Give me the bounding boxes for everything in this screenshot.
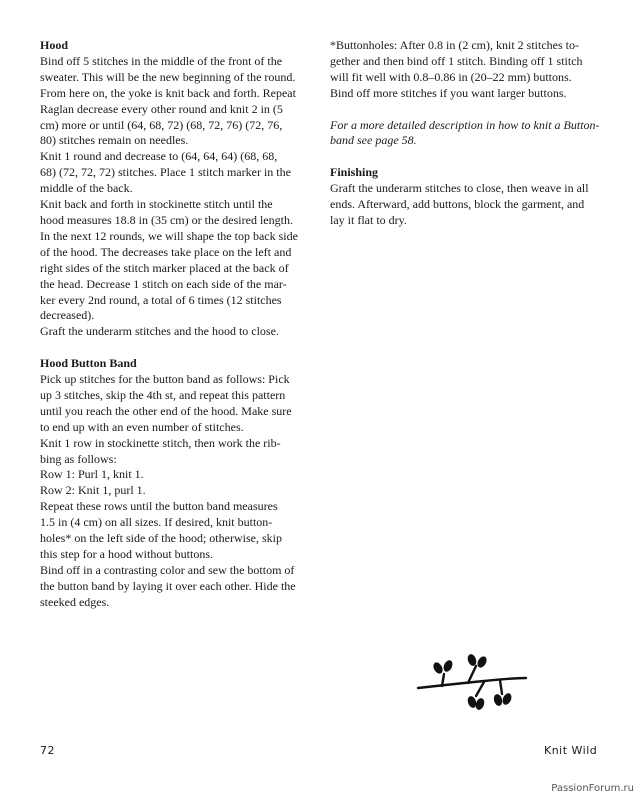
hood-line: sweater. This will be the new beginning of the round. (40, 69, 296, 84)
hood-line: Graft the underarm stitches and the hood to close. (40, 324, 279, 339)
hood-line: the head. Decrease 1 stitch on each side of the mar- (40, 276, 287, 291)
watermark: PassionForum.ru (551, 783, 634, 794)
reference-line: band see page 58. (330, 133, 417, 148)
buttonholes-note (330, 38, 602, 102)
finishing-body (330, 181, 602, 229)
button-band-line: until you reach the other end of the hood. Make sure (40, 403, 292, 418)
hood-line: Knit 1 round and decrease to (64, 64, 64) (68, 68, (40, 149, 278, 164)
hood-line: Bind off 5 stitches in the middle of the front of the (40, 53, 283, 68)
button-band-line: Row 1: Purl 1, knit 1. (40, 467, 144, 482)
button-band-line: holes* on the left side of the hood; otherwise, skip (40, 531, 282, 546)
hood-line: middle of the back. (40, 181, 133, 196)
finishing-heading: Finishing (330, 165, 379, 180)
hood-line: In the next 12 rounds, we will shape the top back side (40, 228, 298, 243)
hood-heading: Hood (40, 38, 69, 52)
hood-line: 80) stitches remain on needles. (40, 133, 189, 148)
buttonholes-line: Bind off more stitches if you want larger buttons. (330, 85, 567, 100)
hood-line: right sides of the stitch marker placed at the back of (40, 260, 289, 275)
hood-line: decreased). (40, 308, 95, 323)
button-band-line: Bind off in a contrasting color and sew the bottom of (40, 562, 295, 577)
button-band-line: bing as follows: (40, 451, 117, 466)
finishing-line: ends. Afterward, add buttons, block the garment, and (330, 197, 585, 212)
page-number: 72 (40, 744, 55, 757)
hood-body (40, 54, 312, 340)
button-band-line: the button band by laying it over each other. Hide the (40, 578, 296, 593)
hood-line: Knit back and forth in stockinette stitch until the (40, 197, 273, 212)
book-title: Knit Wild (544, 744, 598, 757)
button-band-line: to end up with an even number of stitches. (40, 419, 244, 434)
button-band-line: Pick up stitches for the button band as follows: Pick (40, 372, 290, 387)
hood-line: From here on, the yoke is knit back and forth. Repeat (40, 85, 296, 100)
hood-line: of the hood. The decreases take place on the left and (40, 244, 292, 259)
hood-line: Raglan decrease every other round and knit 2 in (5 (40, 101, 283, 116)
button-band-line: this step for a hood without buttons. (40, 546, 213, 561)
button-band-body (40, 372, 312, 611)
buttonholes-line: *Buttonholes: After 0.8 in (2 cm), knit 2 stitches to- (330, 38, 579, 52)
hood-line: 68) (72, 72, 72) stitches. Place 1 stitch marker in the (40, 165, 291, 180)
button-band-line: up 3 stitches, skip the 4th st, and repeat this pattern (40, 387, 286, 402)
reference-line: For a more detailed description in how to knit a Button- (330, 117, 600, 132)
left-column (40, 38, 312, 611)
button-band-line: Repeat these rows until the button band measures (40, 499, 278, 514)
button-band-line: steeked edges. (40, 594, 110, 609)
button-band-line: Row 2: Knit 1, purl 1. (40, 483, 146, 498)
buttonholes-line: will fit well with 0.8–0.86 in (20–22 mm) buttons. (330, 69, 572, 84)
right-column (330, 38, 602, 229)
button-band-line: 1.5 in (4 cm) on all sizes. If desired, knit button- (40, 515, 273, 530)
page-reference-note (330, 118, 602, 150)
leaf-branch-icon (414, 654, 532, 720)
hood-line: cm) more or until (64, 68, 72) (68, 72, 76) (72, 76, (40, 117, 283, 132)
finishing-line: lay it flat to dry. (330, 212, 407, 227)
buttonholes-line: gether and then bind off 1 stitch. Binding off 1 stitch (330, 53, 583, 68)
button-band-heading: Hood Button Band (40, 356, 137, 371)
finishing-line: Graft the underarm stitches to close, then weave in all (330, 181, 589, 196)
button-band-line: Knit 1 row in stockinette stitch, then work the rib- (40, 435, 281, 450)
hood-line: hood measures 18.8 in (35 cm) or the desired length. (40, 212, 293, 227)
hood-line: ker every 2nd round, a total of 6 times (12 stitches (40, 292, 282, 307)
